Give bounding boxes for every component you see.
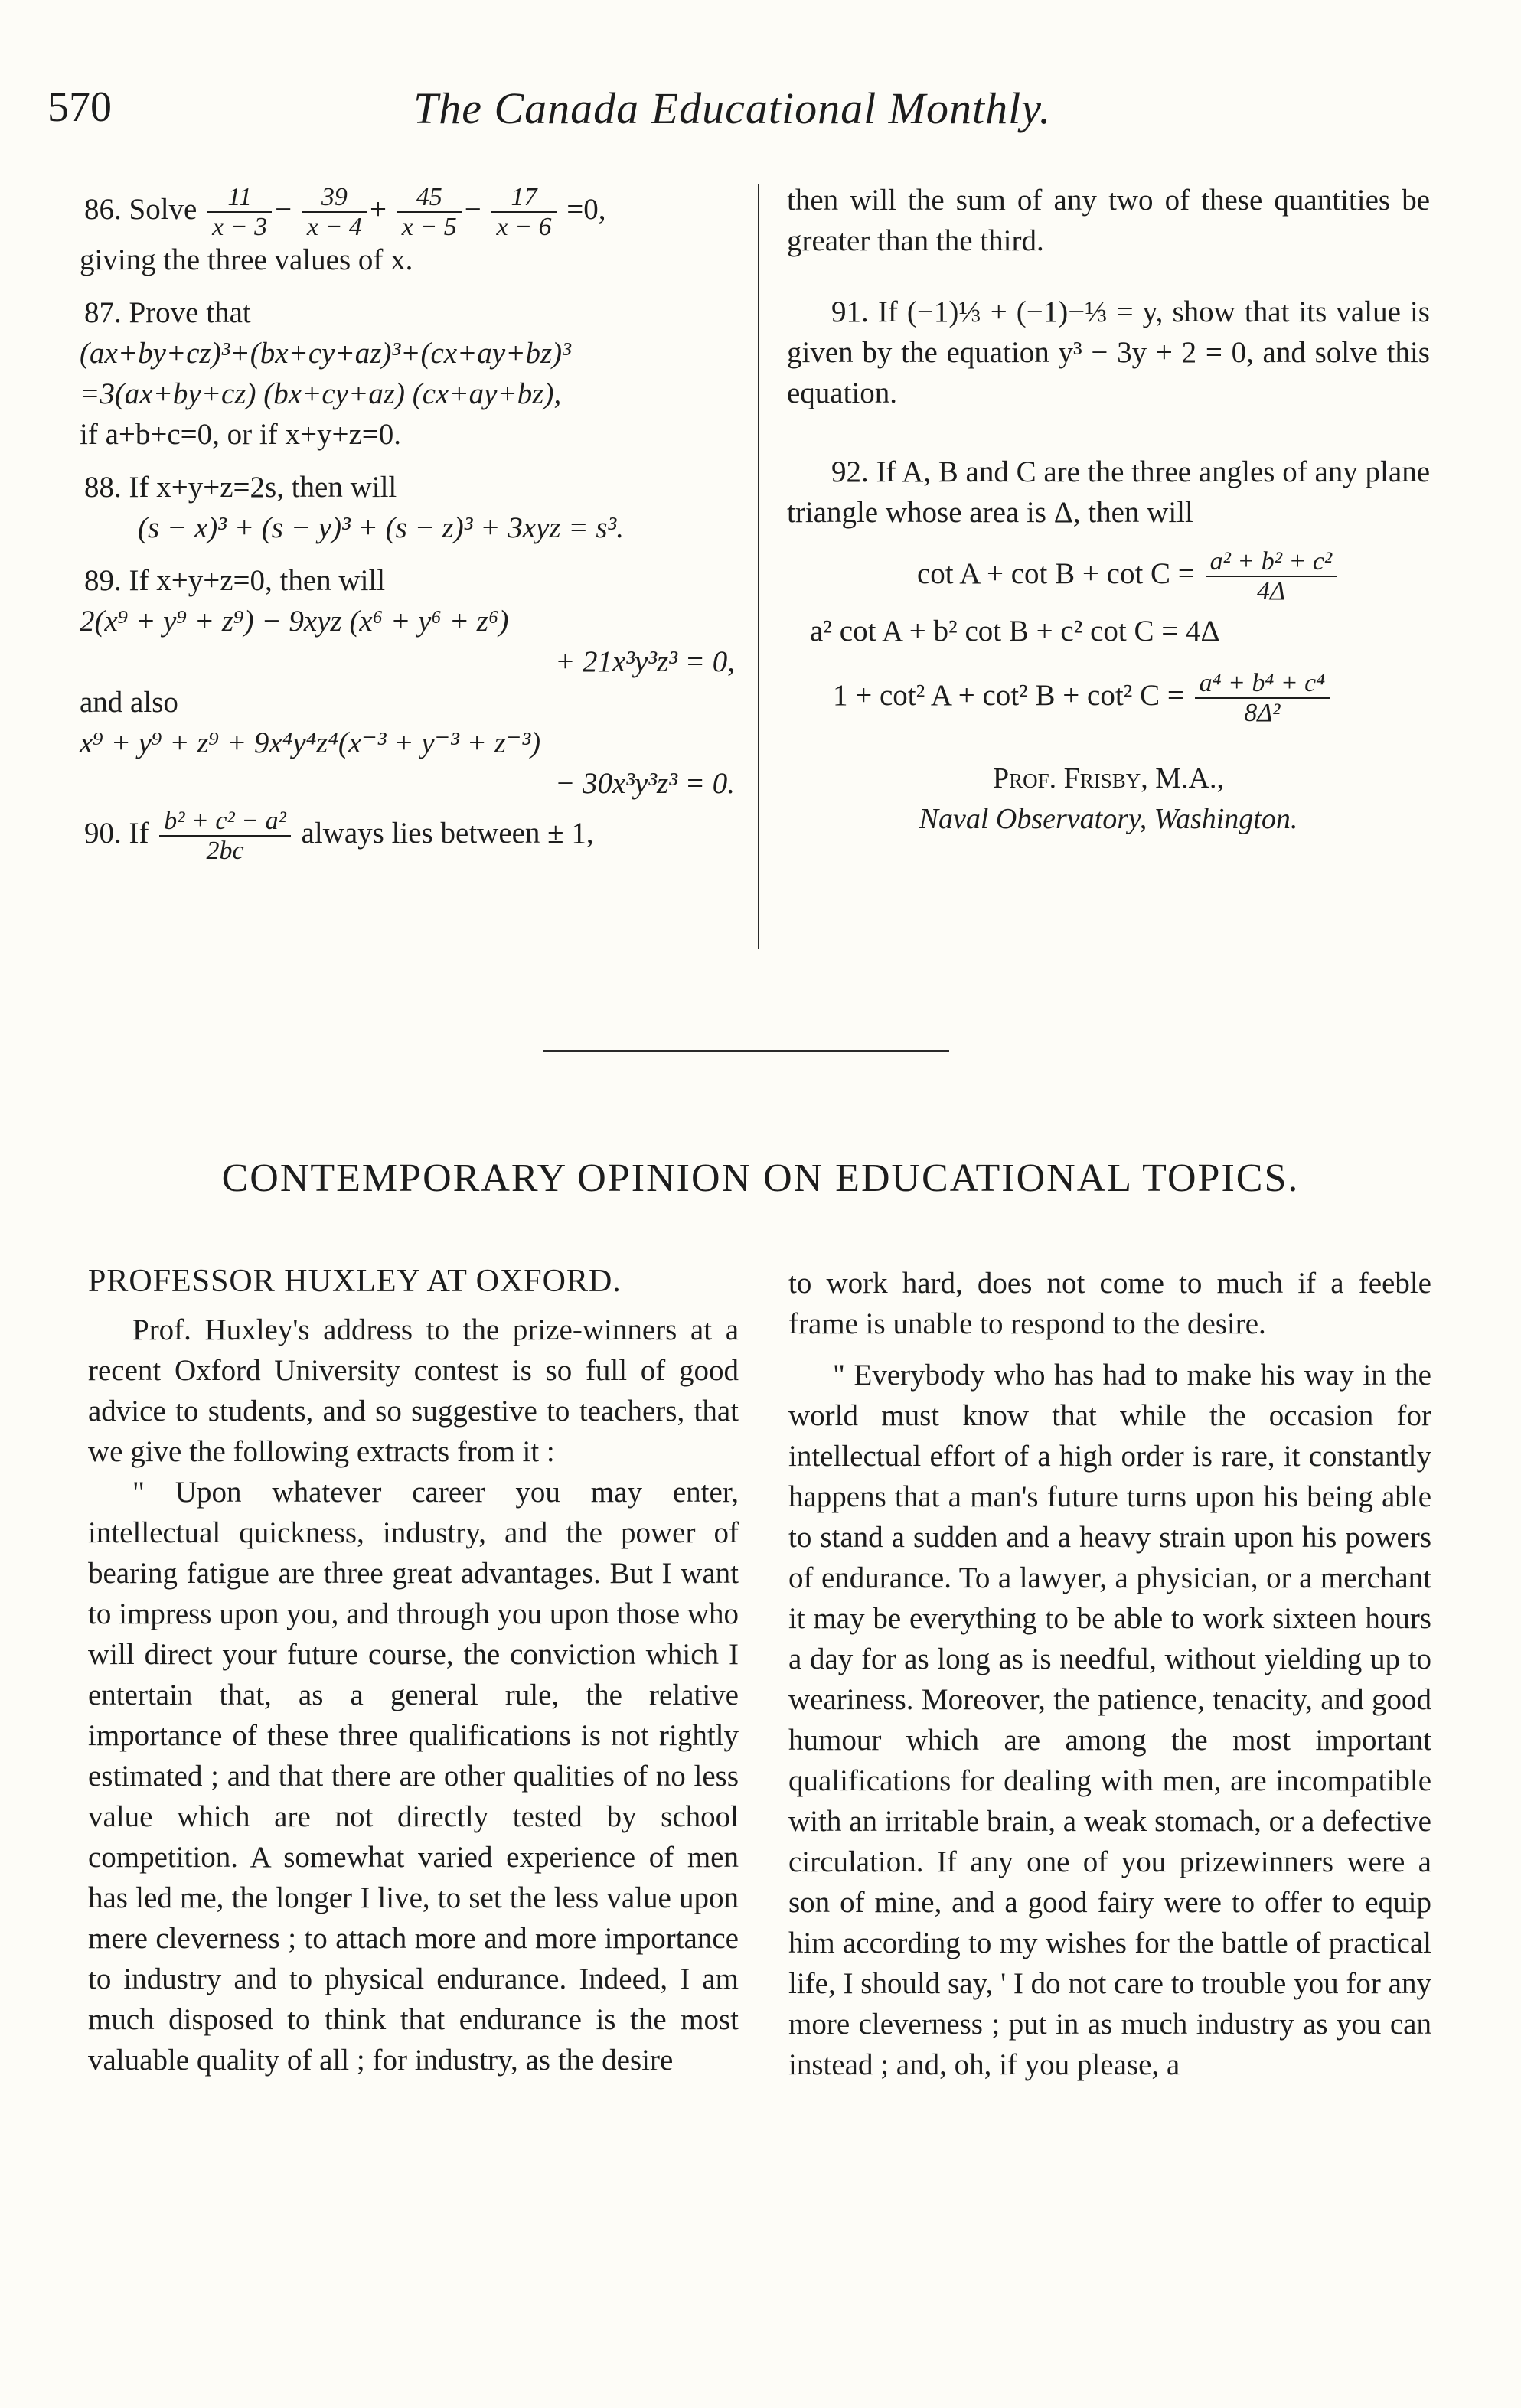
fraction [1195,669,1330,728]
fraction [159,807,291,866]
problem-90-label: 90. If [84,817,149,850]
problem-86-label: 86. Solve [84,193,197,226]
numerator: 45 [397,183,462,213]
problem-87-line2: =3(ax+by+cz) (bx+cy+az) (cx+ay+bz), [80,377,562,410]
fraction [397,183,462,242]
denominator: 4Δ [1256,577,1285,606]
problem-89-line1: 89. If x+y+z=0, then will [84,564,386,597]
problem-92: 92. If A, B and C are the three angles of any plane triangle whose area is Δ, then will [787,455,1430,529]
denominator: x − 3 [212,213,268,242]
running-head: The Canada Educational Monthly. [413,83,1052,133]
fraction [302,183,367,242]
problem-92-eq2: a² cot A + b² cot B + c² cot C = 4Δ [810,615,1220,648]
problem-87-label: 87. Prove that [84,296,251,329]
problems-left-column [80,180,735,866]
denominator: 8Δ² [1244,699,1281,728]
problem-89-line2: 2(x⁹ + y⁹ + z⁹) − 9xyz (x⁶ + y⁶ + z⁶) [80,605,509,638]
problem-88-line1: 88. If x+y+z=2s, then will [84,471,397,504]
eq3-left: 1 + cot² A + cot² B + cot² C = [833,679,1184,712]
problem-86-line2: giving the three values of x. [80,243,413,276]
problem-90 [84,804,735,866]
article-right-column [788,1263,1431,2085]
denominator: x − 5 [401,213,457,242]
numerator: b² + c² − a² [159,807,291,837]
problem-90-continued: then will the sum of any two of these quantities be greater than the third. [787,184,1430,257]
article-title: PROFESSOR HUXLEY AT OXFORD. [88,1264,622,1299]
problem-92-eq3 [833,665,1430,726]
denominator: 2bc [206,837,244,866]
article-paragraph: " Upon whatever career you may enter, intellectual quickness, industry, and the power of bearing fatigue are three great advantages. But I want to impress upon you, and through you upon those who will direct your future course, the conviction which I entertain that, as a general rule, the relative importance of these three qualifications is not rightly estimated ; and that there are other qualities of no less value which are not directly tested by school competition. A somewhat varied experience of men has led me, the longer I live, to set the less value upon mere cleverness ; to attach more and more importance to industry and to physical endurance. Indeed, I am much disposed to think that endurance is the most valuable quality of all ; for industry, as the desire [88,1476,739,2077]
column-rule [758,184,759,949]
numerator: 17 [491,183,556,213]
fraction [491,183,556,242]
problem-88-line2: (s − x)³ + (s − y)³ + (s − z)³ + 3xyz = s³. [138,511,624,544]
denominator: x − 6 [496,213,552,242]
page-number: 570 [47,83,112,131]
problem-86: 86. Solve $\frac{11}{x - 3}$ − $\frac{39}{x - 4}$ + $\frac{45}{x - 5}$ − $\frac{17}{x - 6}$ =0, [84,182,606,242]
problem-87-line1: (ax+by+cz)³+(bx+cy+az)³+(cx+ay+bz)³ [80,337,571,370]
problem-89-line5: x⁹ + y⁹ + z⁹ + 9x⁴y⁴z⁴(x⁻³ + y⁻³ + z⁻³) [80,726,541,759]
problem-89-line3: + 21x³y³z³ = 0, [554,645,735,678]
fraction [207,183,272,242]
signature-name: Prof. Frisby, M.A., [992,762,1225,795]
problem-89-line6: − 30x³y³z³ = 0. [554,767,735,800]
section-title: CONTEMPORARY OPINION ON EDUCATIONAL TOPICS. [221,1157,1300,1200]
problem-90-tail: always lies between ± 1, [301,817,594,850]
eq1-left: cot A + cot B + cot C = [917,557,1195,590]
numerator: 39 [302,183,367,213]
article-paragraph: " Everybody who has had to make his way in the world must know that while the occasion for intellectual effort of a high order is rare, it constantly happens that a man's future turns upon his being able to stand a sudden and a heavy strain upon his powers of endurance. To a lawyer, a physician, or a merchant it may be everything to be able to work sixteen hours a day for as long as is needful, without yielding up to weariness. Moreover, the patience, tenacity, and good humour which are among the most important qualifications for dealing with men, are incompatible with an irritable brain, a weak stomach, or a defective circulation. If any one of you prizewinners were a son of mine, and a good fairy were to offer to equip him according to my wishes for the battle of practical life, I should say, ' I do not care to trouble you for any more cleverness ; put in as much industry as you can instead ; and, oh, if you please, a [788,1359,1431,2081]
numerator: a² + b² + c² [1206,547,1337,577]
signature-place: Naval Observatory, Washington. [919,803,1298,835]
decorative-rule [543,1050,949,1052]
article-paragraph: Prof. Huxley's address to the prize-winners at a recent Oxford University contest is so full of good advice to students, and so suggestive to teachers, that we give the following extracts from it : [88,1313,739,1468]
numerator: 11 [207,183,272,213]
fraction [1206,547,1337,606]
problems-right-column [787,180,1430,840]
article-paragraph: to work hard, does not come to much if a feeble frame is unable to respond to the desire. [788,1267,1431,1340]
problem-92-eq1 [917,543,1430,605]
numerator: a⁴ + b⁴ + c⁴ [1195,669,1330,699]
problem-87-line3: if a+b+c=0, or if x+y+z=0. [80,418,402,451]
problem-86-tail: =0, [566,193,606,226]
article-left-column [88,1261,739,2080]
problem-91: 91. If (−1)⅓ + (−1)−⅓ = y, show that its value is given by the equation y³ − 3y + 2 = 0, and solve this equation. [787,295,1430,409]
problem-89-line4: and also [80,686,178,719]
denominator: x − 4 [306,213,362,242]
